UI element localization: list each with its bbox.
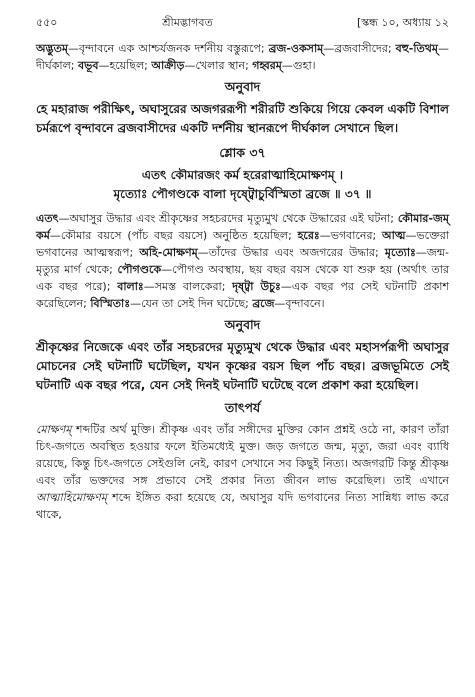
wfw-term: ব্রজ-ওকসাম্ (268, 42, 324, 55)
purport-segment: শব্দটির অর্থ মুক্তি। শ্রীকৃষ্ণ এবং তাঁর সঙ্গীদের মুক্তির কোন প্রশ্নই ওঠে না, কারণ তাঁরা চিৎ-জগতে অবস্থিত হওয়ার ফলে ইতিমধ্যেই মুক্ত। জড় জগতে জন্ম, মৃত্যু, জরা এবং ব্যাধি রয়েছে, কিন্তু চিৎ-জগতে সেইগুলি নেই, কারণ সেখানে সব কিছুই নিত্য। অজগরটি কিন্তু শ্রীকৃষ্ণ এবং তাঁর ভক্তদের সঙ্গ প্রভাবে সেই প্রকার নিত্য জীবন লাভ করেছিল। তাই এখানে (36, 423, 449, 487)
purport-sanskrit-term: মোক্ষণম্ (36, 423, 72, 436)
wfw-term: গহ্বরম্ (252, 59, 282, 72)
wfw-meaning: —অঘাসুর উদ্ধার এবং শ্রীকৃষ্ণের সহচরদের মৃত্যুমুখ থেকে উদ্ধারের এই ঘটনা; (58, 212, 398, 225)
wfw-term: অহি-মোক্ষণম্ (139, 246, 198, 259)
wfw-term: ব্রজে (252, 297, 275, 310)
wfw-meaning: —ভক্তেরা ভগবানের আত্মস্বরূপ; (36, 229, 449, 259)
wfw-term: এতৎ (36, 212, 59, 225)
verse-title: শ্লোক ৩৭ (219, 145, 266, 160)
wfw-term: আত্ম (382, 229, 406, 242)
wfw-term: বিস্মিতাঃ (90, 297, 131, 310)
wfw-meaning: —জন্ম-মৃত্যুর মার্গ থেকে; (36, 246, 450, 276)
translation: শ্রীকৃষ্ণের নিজেকে এবং তাঁর সহচরদের মৃত্যুমুখ থেকে উদ্ধার এবং মহাসর্পরূপী অঘাসুর মোচনের সেই ঘটনাটি ঘটেছিল, যখন কৃষ্ণের বয়স ছিল পাঁচ বছর। ব্রজভূমিতে সেই ঘটনাটি এক বছর পরে, যেন সেই দিনই ঘটনাটি ঘটেছে বলে প্রকাশ করা হয়েছিল। (36, 340, 449, 392)
purport-heading: তাৎপর্য (224, 400, 261, 415)
wfw-meaning: —তাঁদের উদ্ধার এবং অজগরের উদ্ধার; (197, 246, 385, 259)
wfw-term: কৌমার-জম্ কর্ম (36, 212, 449, 242)
purport-segment: শব্দে ইঙ্গিত করা হয়েছে যে, অঘাসুর যদি ভগবানের নিত্য সান্নিধ্য লাভ করে থাকে, (36, 491, 449, 521)
wfw-term: বহু-তিথম্ (395, 42, 438, 55)
word-for-word-previous (36, 40, 449, 74)
wfw-term: বালাঃ (117, 280, 144, 293)
word-for-word (36, 210, 449, 312)
wfw-meaning: —কৌমার বয়সে (পাঁচ বছর বয়সে) অনুষ্ঠিত হয়েছিল; (49, 229, 298, 242)
wfw-meaning: —হয়েছিল; (98, 59, 152, 72)
wfw-term: অদ্ভুতম্ (36, 42, 68, 55)
wfw-meaning: —বৃন্দাবনে। (274, 297, 325, 310)
verse-line-2: মৃত্যোঃ পৌগণ্ডকে বালা দৃষ্ট্বোচুর্বিস্মিতা ব্রজে ॥ ৩৭ ॥ (113, 187, 372, 201)
wfw-term: মৃত্যোঃ (384, 246, 416, 259)
wfw-meaning: —ব্রজবাসীদের; (323, 42, 396, 55)
wfw-meaning: —খেলার স্থান; (184, 59, 253, 72)
page-header (36, 14, 449, 30)
verse-line-1: এতৎ কৌমারজং কর্ম হরেরাত্মাহিমোক্ষণম্ । (141, 168, 344, 182)
wfw-meaning: —সমস্ত বালকেরা; (143, 280, 233, 293)
wfw-meaning: —গুহা। (281, 59, 316, 72)
wfw-meaning: —বৃন্দাবনে এক আশ্চর্যজনক দর্শনীয় বস্তুরূপে; (68, 42, 269, 55)
translation-heading-previous: অনুবাদ (224, 79, 261, 94)
wfw-meaning: —ভগবানের; (319, 229, 383, 242)
wfw-meaning: —দীর্ঘকাল; (36, 42, 449, 72)
wfw-term: হরেঃ (297, 229, 320, 242)
canto-chapter: [স্কন্ধ ১০, অধ্যায় ১২ (356, 16, 449, 29)
page-number: ৫৫০ (36, 16, 58, 29)
wfw-meaning: —এক বছর পর সেই ঘটনাটি প্রকাশ করেছিলেন; (36, 280, 449, 310)
translation-previous: হে মহারাজ পরীক্ষিৎ, অঘাসুরের অজগররূপী শরীরটি শুকিয়ে গিয়ে কেবল একটি বিশাল চর্মরূপে বৃন্দাবনে ব্রজবাসীদের একটি দর্শনীয় স্থানরূপে দীর্ঘকাল সেখানে ছিল। (36, 102, 449, 135)
wfw-meaning: —যেন তা সেই দিন ঘটেছে; (130, 297, 253, 310)
wfw-meaning: —পৌগণ্ড অবস্থায়, ছয় বছর বয়স থেকে যা শুরু হয় (অর্থাৎ তার এক বছর পরে); (36, 263, 449, 293)
wfw-term: আক্রীড় (151, 59, 185, 72)
wfw-term: বভূব (78, 59, 99, 72)
book-title: শ্রীমদ্ভাগবত (162, 16, 213, 29)
wfw-term: পৌগণ্ডকে (117, 263, 162, 276)
wfw-term: দৃষ্ট্বা উচুঃ (232, 280, 281, 293)
purport-text (36, 421, 449, 523)
translation-heading: অনুবাদ (224, 317, 261, 332)
purport-sanskrit-term: আত্মাহিমোক্ষণম্ (36, 491, 107, 504)
